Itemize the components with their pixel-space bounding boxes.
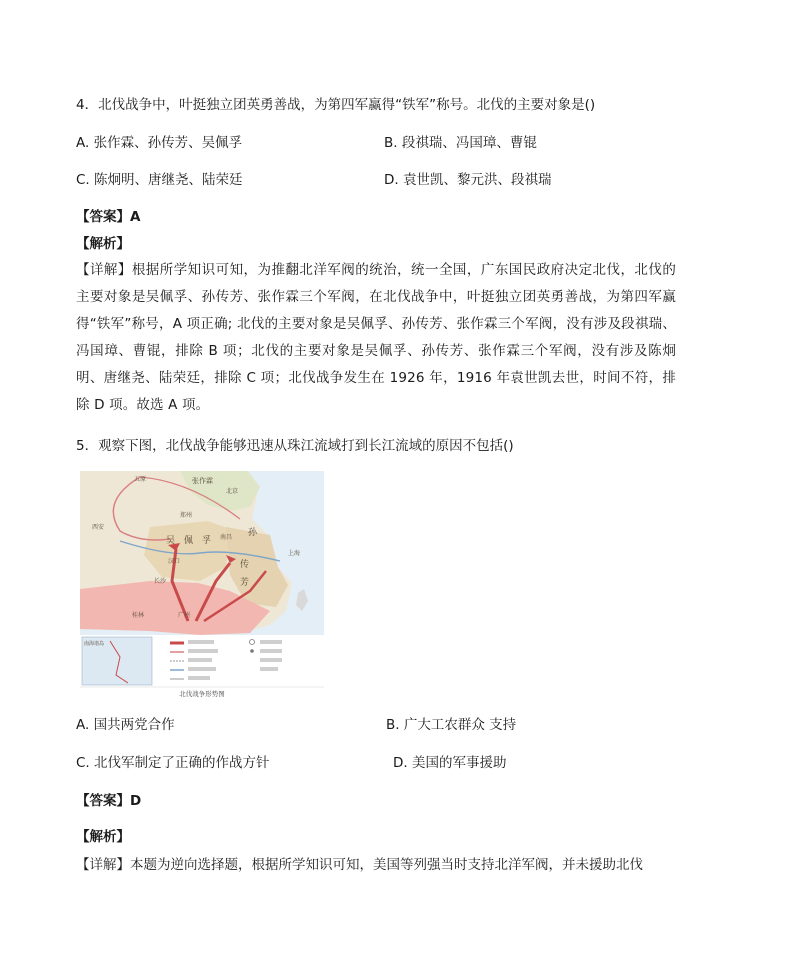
q4-analysis-label: 【解析】 (76, 236, 130, 252)
q5-option-d: D. 美国的军事援助 (393, 755, 507, 771)
label-sun: 孙 (248, 528, 258, 538)
map-graphic (80, 471, 324, 699)
q4-option-d: D. 袁世凯、黎元洪、段祺瑞 (384, 172, 552, 188)
northern-expedition-map (80, 471, 324, 699)
q5-answer: 【答案】D (76, 793, 142, 809)
q4-detail: 【详解】根据所学知识可知，为推翻北洋军阀的统治，统一全国，广东国民政府决定北伐，北伐的主要对象是吴佩孚、孙传芳、张作霖三个军阀，在北伐战争中，叶挺独立团英勇善战，为第四军赢得“铁军”称号，A 项正确; 北伐的主要对象是吴佩孚、孙传芳、张作霖三个军阀，没有涉及段祺瑞、冯国璋、曹锟，排除 B 项；北伐的主要对象是吴佩孚、孙传芳、张作霖三个军阀，没有涉及陈炯明、唐继尧、陆荣廷，排除 C 项；北伐战争发生在 1926 年，1916 年袁世凯去世，时间不符，排除 D 项。故选 A 项。 (76, 262, 676, 413)
label-guilin: 桂林 (132, 612, 145, 619)
map-caption: 北伐战争形势图 (179, 690, 225, 698)
q4-option-b: B. 段祺瑞、冯国璋、曹锟 (384, 135, 537, 151)
label-hankou: 汉口 (168, 558, 181, 565)
label-fang: 芳 (240, 578, 250, 588)
label-shanghai: 上海 (288, 550, 301, 557)
q4-option-a: A. 张作霖、孙传芳、吴佩孚 (76, 135, 243, 151)
label-beijing: 北京 (226, 488, 239, 495)
label-chuan: 传 (240, 560, 250, 570)
q5-option-a: A. 国共两党合作 (76, 717, 175, 733)
q5-detail: 【详解】本题为逆向选择题，根据所学知识可知，美国等列强当时支持北洋军阀，并未援助北伐 (76, 857, 643, 873)
label-xian: 西安 (92, 524, 105, 531)
label-wu: 吴 (166, 536, 176, 546)
q5-option-c: C. 北伐军制定了正确的作战方针 (76, 755, 270, 771)
label-changsha: 长沙 (154, 578, 167, 585)
label-fu: 孚 (202, 536, 212, 546)
label-zhengzhou: 郑州 (180, 512, 193, 519)
q5-stem: 5．观察下图，北伐战争能够迅速从珠江流域打到长江流域的原因不包括() (76, 438, 514, 454)
label-pei: 佩 (184, 536, 194, 546)
q5-option-b: B. 广大工农群众 支持 (386, 717, 517, 733)
q4-option-c: C. 陈炯明、唐继尧、陆荣廷 (76, 172, 243, 188)
label-nanchang: 南昌 (220, 534, 233, 541)
label-inset-title: 南海诸岛 (84, 641, 105, 647)
q4-answer: 【答案】A (76, 209, 141, 225)
label-guangzhou: 广州 (178, 612, 191, 619)
label-zhangzuolin: 张作霖 (192, 477, 213, 485)
label-wuyuan: 五原 (134, 476, 147, 483)
q4-stem: 4．北伐战争中，叶挺独立团英勇善战，为第四军赢得“铁军”称号。北伐的主要对象是() (76, 97, 596, 113)
q5-analysis-label: 【解析】 (76, 829, 130, 845)
